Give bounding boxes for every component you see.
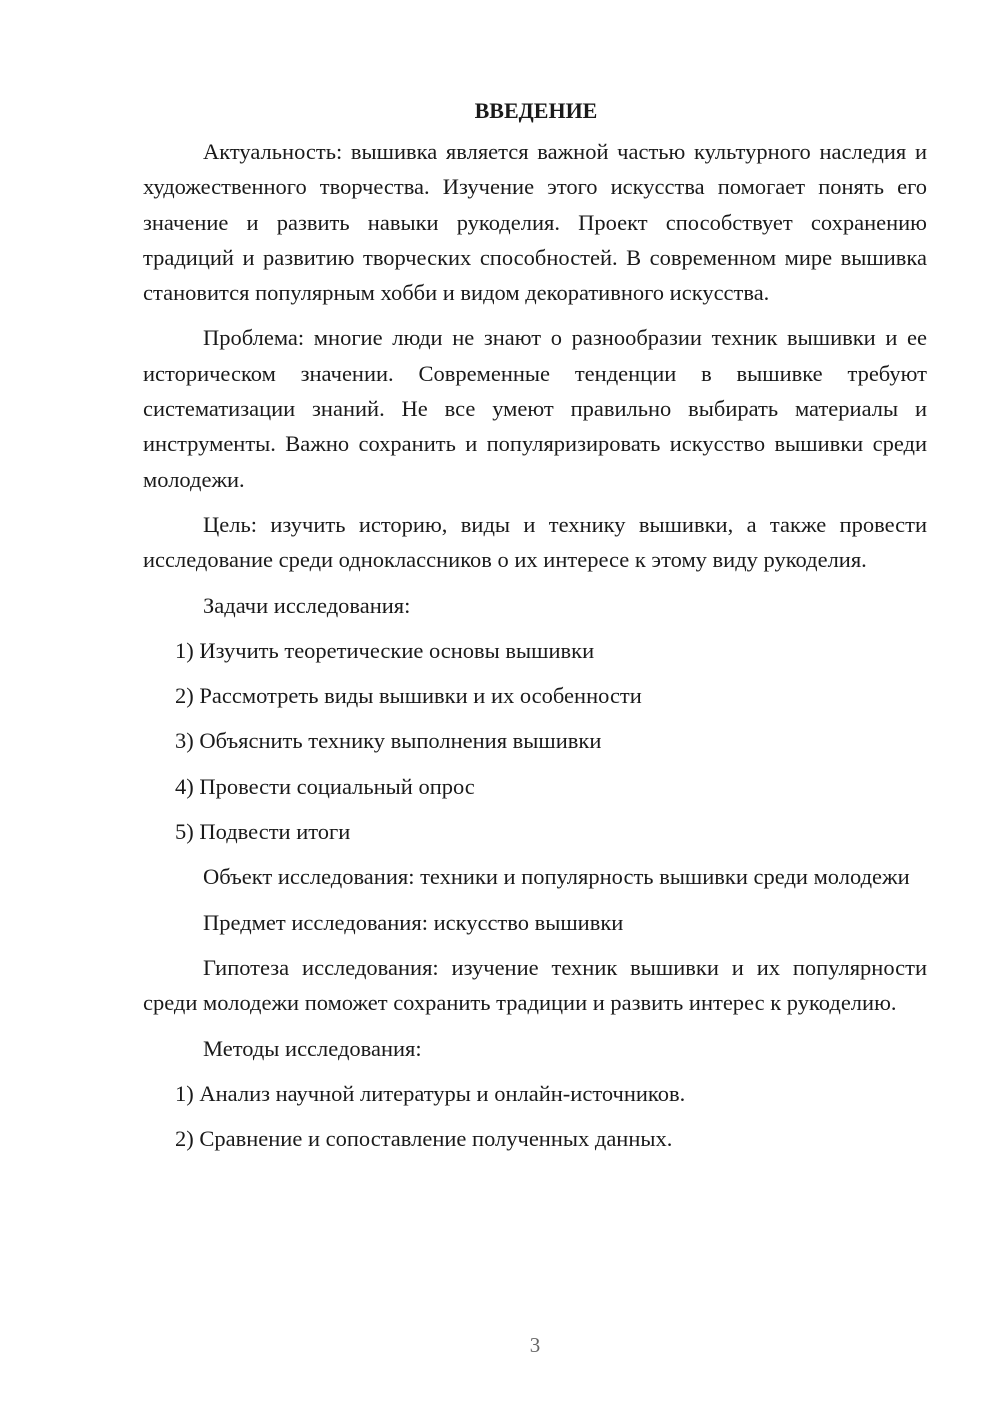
methods-heading: Методы исследования: xyxy=(203,1035,422,1061)
paragraph-problem: Проблема: многие люди не знают о разнообразии техник вышивки и ее историческом значении. Современные тенденции в вышивке требуют систематизации знаний. Не все умеют правильно выбирать материалы и инструменты. Важно сохранить и популяризировать искусство вышивки среди молодежи. xyxy=(143,325,927,492)
paragraph-relevance: Актуальность: вышивка является важной частью культурного наследия и художественного творчества. Изучение этого искусства помогает понять его значение и развить навыки рукоделия. Проект способствует сохранению традиций и развитию творческих способностей. В современном мире вышивка становится популярным хобби и видом декоративного искусства. xyxy=(143,139,927,306)
document-body xyxy=(143,96,927,1166)
tasks-heading: Задачи исследования: xyxy=(203,592,411,618)
paragraph-subject: Предмет исследования: искусство вышивки xyxy=(203,909,624,935)
task-item: 1) Изучить теоретические основы вышивки xyxy=(175,637,595,663)
page-number: 3 xyxy=(529,1333,541,1357)
task-item: 4) Провести социальный опрос xyxy=(175,773,475,799)
method-item: 2) Сравнение и сопоставление полученных данных. xyxy=(175,1126,673,1152)
paragraph-goal: Цель: изучить историю, виды и технику вышивки, а также провести исследование среди одноклассников о их интересе к этому виду рукоделия. xyxy=(143,511,927,573)
paragraph-hypothesis: Гипотеза исследования: изучение техник вышивки и их популярности среди молодежи поможет сохранить традиции и развить интерес к рукоделию. xyxy=(143,954,927,1016)
task-item: 2) Рассмотреть виды вышивки и их особенности xyxy=(175,683,642,709)
task-item: 3) Объяснить технику выполнения вышивки xyxy=(175,728,602,754)
paragraph-object: Объект исследования: техники и популярность вышивки среди молодежи xyxy=(203,864,910,890)
section-title: ВВЕДЕНИЕ xyxy=(474,98,598,123)
task-item: 5) Подвести итоги xyxy=(175,819,351,845)
method-item: 1) Анализ научной литературы и онлайн-источников. xyxy=(175,1080,686,1106)
